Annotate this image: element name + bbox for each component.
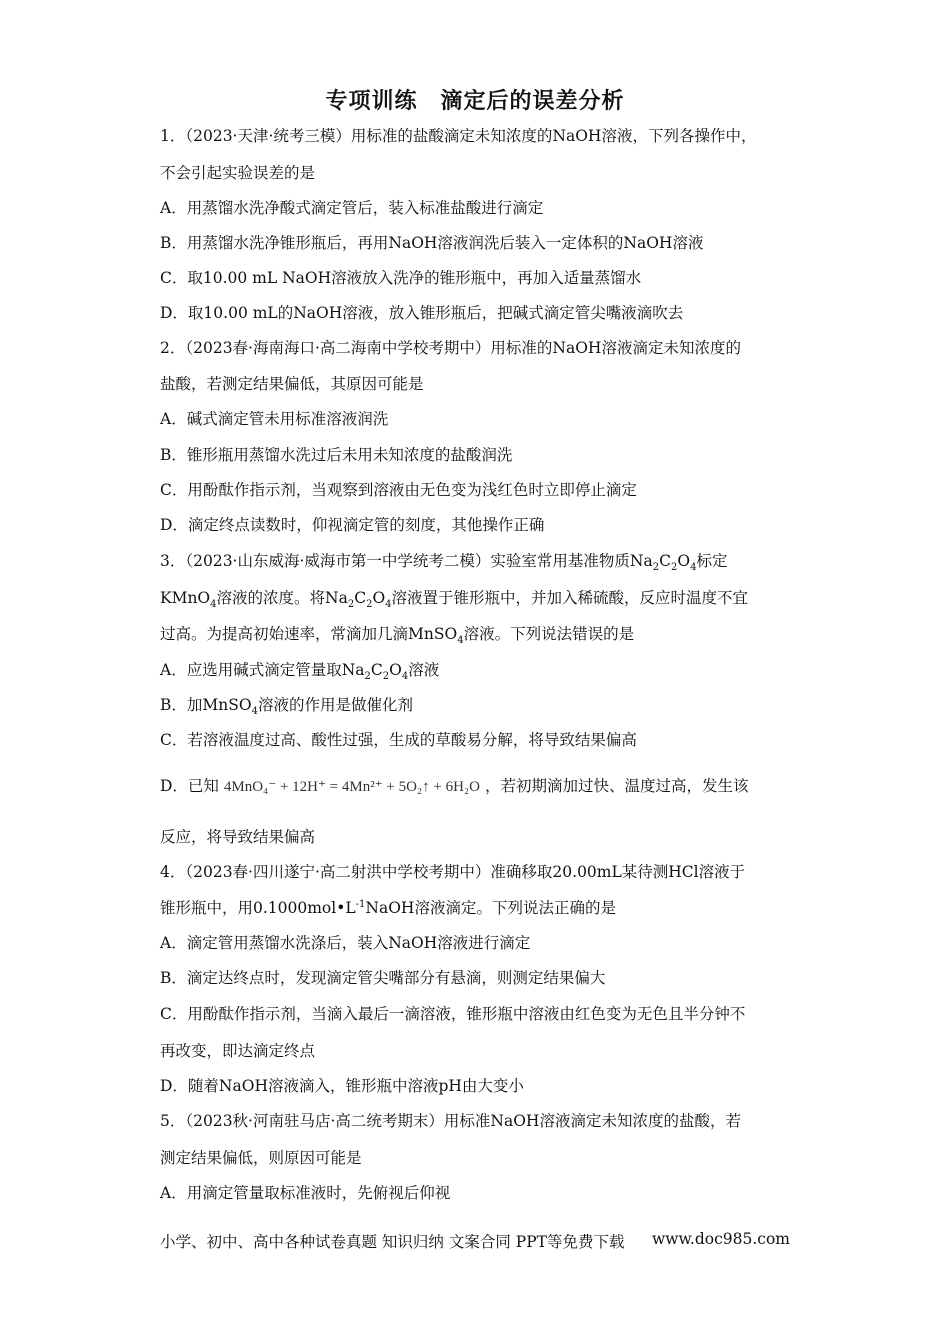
q1-option-a: A．用蒸馏水洗净酸式滴定管后，装入标准盐酸进行滴定 xyxy=(160,199,544,217)
page-title: 专项训练 滴定后的误差分析 xyxy=(325,88,625,114)
q3-option-d: D．已知 4MnO₄⁻ + 12H⁺ = 4Mn²⁺ + 5O₂↑ + 6H₂O ，若初期滴加过快、温度过高，发生该 xyxy=(160,777,749,795)
q2-option-a: A．碱式滴定管未用标准溶液润洗 xyxy=(160,410,389,428)
q2-option-d: D．滴定终点读数时，仰视滴定管的刻度，其他操作正确 xyxy=(160,516,545,534)
q4-option-a: A．滴定管用蒸馏水洗涤后，装入NaOH溶液进行滴定 xyxy=(160,934,531,952)
q3-option-a: A．应选用碱式滴定管量取$Na_2C_2O_4$溶液 xyxy=(160,661,440,683)
q5-stem: 5．（2023秋·河南驻马店·高二统考期末）用标准NaOH溶液滴定未知浓度的盐酸，若 xyxy=(160,1112,741,1130)
q2-stem-cont: 盐酸，若测定结果偏低，其原因可能是 xyxy=(160,375,424,393)
q4-option-b: B．滴定达终点时，发现滴定管尖嘴部分有悬滴，则测定结果偏大 xyxy=(160,969,606,987)
q2-stem: 2．（2023春·海南海口·高二海南中学校考期中）用标准的NaOH溶液滴定未知浓度的 xyxy=(160,339,741,357)
reaction-equation: 4MnO₄⁻ + 12H⁺ = 4Mn²⁺ + 5O₂↑ + 6H₂O xyxy=(223,779,480,795)
q4-option-d: D．随着NaOH溶液滴入，锥形瓶中溶液pH由大变小 xyxy=(160,1077,524,1095)
footer-text: 小学、初中、高中各种试卷真题 知识归纳 文案合同 PPT等免费下载 xyxy=(160,1233,625,1251)
q3-stem-cont-2: 过高。为提高初始速率，常滴加几滴MnSO$_4$溶液。下列说法错误的是 xyxy=(160,625,635,647)
q4-stem-cont: 锥形瓶中，用$0.1000mol•L^{-1}NaOH$溶液滴定。下列说法正确的是 xyxy=(160,898,616,917)
q1-stem: 1．（2023·天津·统考三模）用标准的盐酸滴定未知浓度的NaOH溶液，下列各操作中， xyxy=(160,127,757,145)
footer-site-link[interactable]: www.doc985.com xyxy=(651,1230,790,1248)
q1-option-c: C．取10.00 mL NaOH溶液放入洗净的锥形瓶中，再加入适量蒸馏水 xyxy=(160,269,642,287)
q3-option-d-cont: 反应，将导致结果偏高 xyxy=(160,828,316,846)
q1-stem-cont: 不会引起实验误差的是 xyxy=(160,164,316,182)
page-footer xyxy=(160,1230,790,1252)
q3-stem: 3．（2023·山东威海·威海市第一中学统考二模）实验室常用基准物质$Na_2C_2O_4$标定 xyxy=(160,552,728,574)
q4-option-c: C．用酚酞作指示剂，当滴入最后一滴溶液，锥形瓶中溶液由红色变为无色且半分钟不 xyxy=(160,1005,746,1023)
q2-option-c: C．用酚酞作指示剂，当观察到溶液由无色变为浅红色时立即停止滴定 xyxy=(160,481,637,499)
q3-stem-cont-1: KMnO$_4$溶液的浓度。将$Na_2C_2O_4$溶液置于锥形瓶中，并加入稀硫酸，反应时温度不宜 xyxy=(160,589,749,611)
q4-stem: 4．（2023春·四川遂宁·高二射洪中学校考期中）准确移取20.00mL某待测HCl溶液于 xyxy=(160,863,746,881)
q2-option-b: B．锥形瓶用蒸馏水洗过后未用未知浓度的盐酸润洗 xyxy=(160,446,513,464)
q3-option-c: C．若溶液温度过高、酸性过强，生成的草酸易分解，将导致结果偏高 xyxy=(160,731,637,749)
q4-option-c-cont: 再改变，即达滴定终点 xyxy=(160,1042,316,1060)
q1-option-d: D．取10.00 mL的NaOH溶液，放入锥形瓶后，把碱式滴定管尖嘴液滴吹去 xyxy=(160,304,684,322)
q1-option-b: B．用蒸馏水洗净锥形瓶后，再用NaOH溶液润洗后装入一定体积的NaOH溶液 xyxy=(160,234,704,252)
q5-stem-cont: 测定结果偏低，则原因可能是 xyxy=(160,1149,362,1167)
q3-option-b: B．加MnSO$_4$溶液的作用是做催化剂 xyxy=(160,696,413,718)
q5-option-a: A．用滴定管量取标准液时，先俯视后仰视 xyxy=(160,1184,451,1202)
